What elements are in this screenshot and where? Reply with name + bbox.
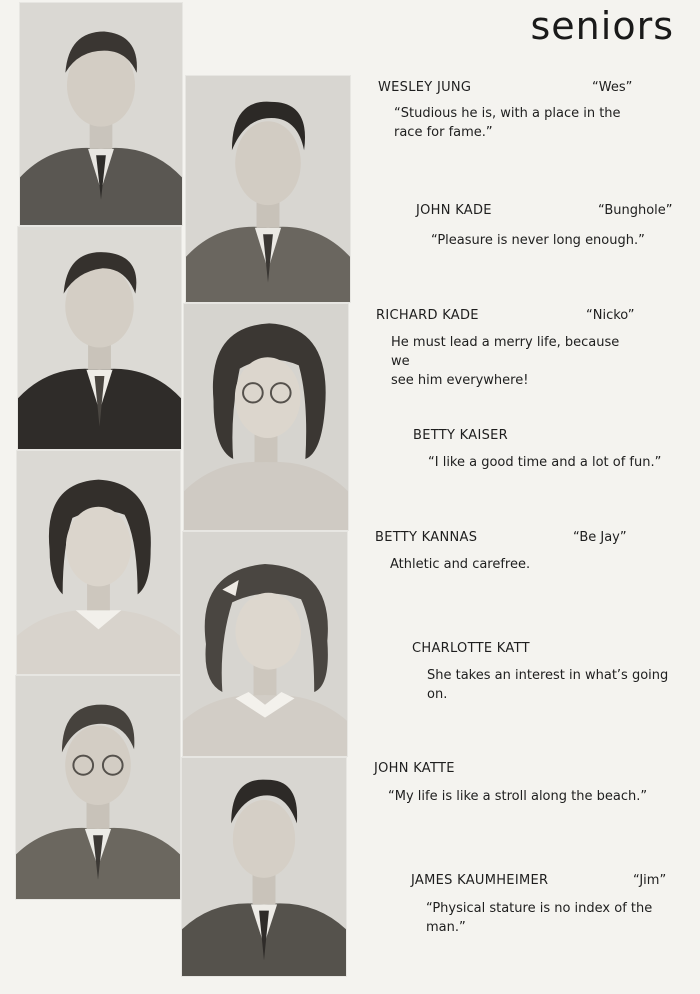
quote-line: “My life is like a stroll along the beach.” xyxy=(388,789,648,804)
senior-name: RICHARD KADE xyxy=(376,308,479,323)
senior-entry xyxy=(413,426,683,472)
portrait-photo-john-kade xyxy=(186,76,350,302)
quote-line: on. xyxy=(427,687,448,702)
senior-nickname: “Wes” xyxy=(592,80,633,95)
portrait-photo-john-katte xyxy=(16,676,180,899)
quote-line: race for fame.” xyxy=(394,125,493,140)
senior-name: JOHN KATTE xyxy=(374,761,455,776)
portrait-photo-betty-kaiser xyxy=(184,304,348,530)
senior-quote xyxy=(413,453,683,472)
quote-line: Athletic and carefree. xyxy=(390,557,531,572)
quote-line: “Physical stature is no index of the xyxy=(426,901,653,916)
quote-line: “Studious he is, with a place in the xyxy=(394,106,621,121)
portrait-photo-betty-kannas xyxy=(17,451,180,674)
senior-name: BETTY KANNAS xyxy=(375,530,478,545)
senior-entry xyxy=(376,306,642,390)
quote-line: “Pleasure is never long enough.” xyxy=(431,233,645,248)
portrait-photo-charlotte-katt xyxy=(183,532,347,756)
senior-quote xyxy=(416,231,678,250)
senior-quote xyxy=(375,555,641,574)
quote-line: see him everywhere! xyxy=(391,373,529,388)
portrait-photo-wesley-jung xyxy=(20,3,182,225)
senior-quote xyxy=(378,104,640,142)
senior-entry xyxy=(416,201,678,250)
page-title: seniors xyxy=(530,4,674,48)
senior-entry xyxy=(374,759,664,806)
senior-entry xyxy=(411,871,675,937)
senior-name: JOHN KADE xyxy=(416,203,492,218)
quote-line: He must lead a merry life, because we xyxy=(391,335,620,369)
portrait-photo-richard-kade xyxy=(18,227,181,449)
senior-quote xyxy=(376,333,642,390)
senior-nickname: “Bunghole” xyxy=(598,203,673,218)
senior-entry xyxy=(412,639,678,704)
senior-nickname: “Jim” xyxy=(633,873,667,888)
senior-nickname: “Nicko” xyxy=(586,308,635,323)
quote-line: She takes an interest in what’s going xyxy=(427,668,669,683)
quote-line: “I like a good time and a lot of fun.” xyxy=(428,455,662,470)
senior-name: JAMES KAUMHEIMER xyxy=(411,873,549,888)
senior-quote xyxy=(374,787,664,806)
senior-entry xyxy=(375,528,641,574)
senior-name: CHARLOTTE KATT xyxy=(412,641,530,656)
portrait-photo-james-kaumheimer xyxy=(182,758,346,976)
senior-quote xyxy=(411,899,675,937)
senior-entry xyxy=(378,78,640,142)
quote-line: man.” xyxy=(426,920,466,935)
senior-nickname: “Be Jay” xyxy=(573,530,627,545)
senior-quote xyxy=(412,666,678,704)
senior-name: BETTY KAISER xyxy=(413,428,508,443)
senior-name: WESLEY JUNG xyxy=(378,80,472,95)
